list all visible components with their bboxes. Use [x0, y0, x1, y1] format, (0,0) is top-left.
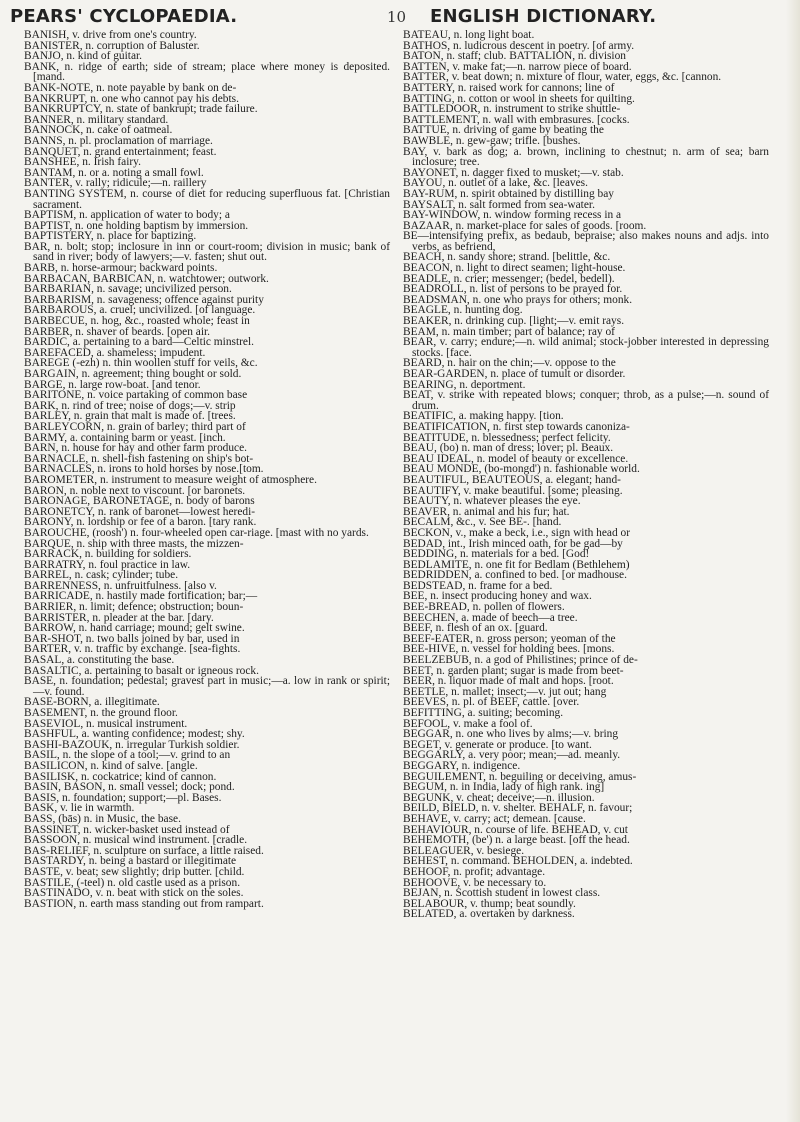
- dictionary-entry: BEADLE, n. crier; messenger; (bedel, bedell).: [403, 272, 615, 285]
- dictionary-entry: BASK, v. lie in warmth.: [24, 802, 135, 815]
- dictionary-entry: BARROW, n. hand carriage; mound; gelt swine.: [24, 622, 245, 635]
- dictionary-entry: BARN, n. house for hay and other farm produce.: [24, 442, 248, 455]
- dictionary-entry: BEET, n. garden plant; sugar is made from beet-: [403, 664, 624, 677]
- dictionary-entry: BAYOU, n. outlet of a lake, &c. [leaves.: [403, 177, 588, 190]
- dictionary-entry: BEDSTEAD, n. frame for a bed.: [403, 579, 553, 592]
- dictionary-entry: BAYONET, n. dagger fixed to musket;—v. stab.: [403, 166, 624, 179]
- dictionary-entry: BEFITTING, a. suiting; becoming.: [403, 707, 564, 719]
- dictionary-entry: BARMY, a. containing barm or yeast. [inch.: [24, 431, 226, 444]
- dictionary-entry: BARGE, n. large row-boat. [and tenor.: [24, 378, 201, 391]
- dictionary-entry: BANNER, n. military standard.: [24, 113, 169, 126]
- dictionary-entry: BEGUILEMENT, n. beguiling or deceiving, amus-: [403, 770, 637, 783]
- dictionary-entry: BARRICADE, n. hastily made fortification; bar;—: [24, 590, 258, 603]
- dictionary-entry: BEGGARY, n. indigence.: [403, 759, 521, 772]
- dictionary-entry: BEAU IDEAL, n. model of beauty or excellence.: [403, 452, 629, 465]
- dictionary-entry: BASILICON, n. kind of salve. [angle.: [24, 759, 198, 772]
- dictionary-entry: BASIN, BASON, n. small vessel; dock; pond.: [24, 781, 235, 794]
- dictionary-entry: BASE-BORN, a. illegitimate.: [24, 696, 160, 709]
- dictionary-entry: BATTEN, v. make fat;—n. narrow piece of board.: [403, 60, 632, 73]
- dictionary-entry: BANSHEE, n. Irish fairy.: [24, 156, 141, 169]
- dictionary-entry: BAS-RELIEF, n. sculpture on surface, a little raised.: [24, 844, 264, 857]
- dictionary-entry: BEHEST, n. command. BEHOLDEN, a. indebted.: [403, 855, 633, 868]
- dictionary-entry: BASILISK, n. cockatrice; kind of cannon.: [24, 770, 217, 783]
- dictionary-entry: BEE, n. insect producing honey and wax.: [403, 590, 592, 603]
- dictionary-entry: BASALTIC, a. pertaining to basalt or igneous rock.: [24, 664, 259, 677]
- dictionary-entry: BEECHEN, a. made of beech—a tree.: [403, 611, 578, 624]
- dictionary-entry: BATTERY, n. raised work for cannons; line of: [403, 81, 615, 94]
- dictionary-entry: BEETLE, n. mallet; insect;—v. jut out; hang: [403, 685, 607, 698]
- dictionary-entry: BASEVIOL, n. musical instrument.: [24, 717, 188, 730]
- dictionary-entry: BEEF, n. flesh of an ox. [guard.: [403, 622, 548, 635]
- dictionary-entry: BATTLEDOOR, n. instrument to strike shuttle-: [403, 103, 621, 116]
- dictionary-entry: BANKRUPT, n. one who cannot pay his debts.: [24, 92, 239, 105]
- dictionary-entry: BAREFACED, a. shameless; impudent.: [24, 346, 206, 359]
- dictionary-entry: BASSINET, n. wicker-basket used instead of: [24, 823, 230, 836]
- dictionary-entry: BEHAVIOUR, n. course of life. BEHEAD, v. cut: [403, 823, 628, 836]
- dictionary-entry: BASTINADO, v. n. beat with stick on the soles.: [24, 887, 244, 900]
- dictionary-entry: BEGGARLY, a. very poor; mean;—ad. meanly.: [403, 749, 621, 762]
- dictionary-entry: BEARD, n. hair on the chin;—v. oppose to the: [403, 357, 616, 370]
- dictionary-entry: BARBER, n. shaver of beards. [open air.: [24, 325, 211, 338]
- page-number: 10: [387, 8, 407, 26]
- dictionary-entry: BEDAD, int., Irish minced oath, for be gad—by: [403, 537, 623, 550]
- dictionary-entry: BASTILE, (-teel) n. old castle used as a prison.: [24, 876, 241, 889]
- dictionary-entry: BELATED, a. overtaken by darkness.: [403, 908, 575, 921]
- dictionary-entry: BECKON, v., make a beck, i.e., sign with head or: [403, 526, 631, 539]
- dictionary-entry: BEELZEBUB, n. a god of Philistines; prince of de-: [403, 654, 638, 667]
- dictionary-entry: BEGUM, n. in India, lady of high rank. ing]: [403, 781, 605, 794]
- page-edge-shadow: [786, 0, 800, 1122]
- dictionary-entry: BARGAIN, n. agreement; thing bought or sold.: [24, 368, 242, 380]
- dictionary-entry: BEER, n. liquor made of malt and hops. [root.: [403, 675, 614, 688]
- dictionary-entry: BEAUTIFUL, BEAUTEOUS, a. elegant; hand-: [403, 473, 621, 486]
- dictionary-entry: BAY-WINDOW, n. window forming recess in a: [403, 209, 622, 222]
- dictionary-entry: BASIS, n. foundation; support;—pl. Bases.: [24, 791, 222, 804]
- dictionary-entry: BEGUNK, v. cheat; deceive;—n. illusion.: [403, 791, 595, 804]
- dictionary-entry: BASIL, n. the slope of a tool;—v. grind to an: [24, 749, 231, 762]
- dictionary-entry: BASTE, v. beat; sew slightly; drip butter. [child.: [24, 865, 245, 878]
- dictionary-entry: BELABOUR, v. thump; beat soundly.: [403, 897, 576, 910]
- dictionary-entry: BAPTISTERY, n. place for baptizing.: [24, 230, 197, 243]
- dictionary-entry: BAY, v. bark as dog; a. brown, inclining to chestnut; n. arm of sea; barn inclosure; tree.: [403, 145, 769, 169]
- dictionary-entry: BANNOCK, n. cake of oatmeal.: [24, 124, 173, 137]
- dictionary-entry: BAROMETER, n. instrument to measure weight of atmosphere.: [24, 473, 317, 486]
- dictionary-entry: BARQUE, n. ship with three masts, the mizzen-: [24, 537, 244, 550]
- dictionary-entry: BEDRIDDEN, a. confined to bed. [or madhouse.: [403, 569, 627, 582]
- dictionary-entry: BEGET, v. generate or produce. [to want.: [403, 738, 592, 751]
- dictionary-entry: BARONY, n. lordship or fee of a baron. [tary rank.: [24, 516, 257, 529]
- dictionary-entry: BEARING, n. deportment.: [403, 378, 526, 391]
- dictionary-entry: BASE, n. foundation; pedestal; gravest part in music;—a. low in rank or spirit;—v. found.: [24, 675, 390, 698]
- dictionary-entry: BARBECUE, n. hog, &c., roasted whole; feast in: [24, 315, 250, 328]
- dictionary-entry: BANJO, n. kind of guitar.: [24, 50, 143, 63]
- dictionary-entry: BEAUTIFY, v. make beautiful. [some; pleasing.: [403, 484, 623, 497]
- dictionary-entry: BEATIFIC, a. making happy. [tion.: [403, 410, 564, 423]
- dictionary-entry: BARRIER, n. limit; defence; obstruction; boun-: [24, 601, 244, 614]
- dictionary-entry: BEADROLL, n. list of persons to be prayed for.: [403, 283, 623, 296]
- dictionary-entry: BEDLAMITE, n. one fit for Bedlam (Bethlehem): [403, 558, 630, 571]
- dictionary-entry: BEATITUDE, n. blessedness; perfect felicity.: [403, 431, 611, 444]
- dictionary-entry: BARLEY, n. grain that malt is made of. [trees.: [24, 410, 236, 423]
- dictionary-entry: BAPTISM, n. application of water to body; a: [24, 209, 230, 222]
- dictionary-entry: BARON, n. noble next to viscount. [or baronets.: [24, 484, 246, 497]
- dictionary-entry: BANTER, v. rally; ridicule;—n. raillery: [24, 177, 207, 190]
- dictionary-entry: BEAR, v. carry; endure;—n. wild animal; stock-jobber interested in depressing stocks. [face.: [403, 336, 769, 359]
- dictionary-entry: BANNS, n. pl. proclamation of marriage.: [24, 134, 213, 147]
- dictionary-entry: BASTION, n. earth mass standing out from rampart.: [24, 897, 264, 910]
- dictionary-entry: BEE-BREAD, n. pollen of flowers.: [403, 601, 565, 614]
- dictionary-entry: BEAGLE, n. hunting dog.: [403, 304, 523, 317]
- dictionary-entry: BASHFUL, a. wanting confidence; modest; shy.: [24, 728, 245, 741]
- dictionary-entry: BARDIC, a. pertaining to a bard—Celtic minstrel.: [24, 336, 254, 349]
- dictionary-entry: BEDDING, n. materials for a bed. [God!: [403, 548, 590, 561]
- dictionary-entry: BARB, n. horse-armour; backward points.: [24, 262, 218, 275]
- dictionary-entry: BEACON, n. light to direct seamen; light-house.: [403, 262, 626, 275]
- running-title-right: ENGLISH DICTIONARY.: [430, 6, 657, 27]
- dictionary-entry: BEEVES, n. pl. of BEEF, cattle. [over.: [403, 696, 580, 709]
- dictionary-entry: BAWBLE, n. gew-gaw; trifle. [bushes.: [403, 134, 581, 147]
- dictionary-entry: BANTING SYSTEM, n. course of diet for reducing superfluous fat. [Christian sacrament.: [24, 187, 390, 211]
- dictionary-entry: BASEMENT, n. the ground floor.: [24, 707, 178, 719]
- dictionary-entry: BARNACLE, n. shell-fish fastening on ship's bot-: [24, 452, 254, 465]
- dictionary-entry: BEHOOF, n. profit; advantage.: [403, 865, 546, 878]
- dictionary-entry: BATTING, n. cotton or wool in sheets for quilting.: [403, 92, 635, 105]
- dictionary-entry: BASTARDY, n. being a bastard or illegitimate: [24, 855, 237, 868]
- dictionary-entry: BECALM, &c., v. See BE-. [hand.: [403, 516, 562, 529]
- dictionary-entry: BARONETCY, n. rank of baronet—lowest heredi-: [24, 505, 256, 518]
- dictionary-entry: BARBAROUS, a. cruel; uncivilized. [of language.: [24, 304, 256, 317]
- dictionary-entry: BEATIFICATION, n. first step towards canoniza-: [403, 420, 630, 433]
- dictionary-entry: BASSOON, n. musical wind instrument. [cradle.: [24, 834, 248, 847]
- dictionary-entry: BEHAVE, v. carry; act; demean. [cause.: [403, 812, 586, 825]
- dictionary-entry: BAREGE (-ezh) n. thin woollen stuff for veils, &c.: [24, 357, 258, 370]
- dictionary-entry: BANISH, v. drive from one's country.: [24, 29, 197, 41]
- dictionary-entry: BATTLEMENT, n. wall with embrasures. [cocks.: [403, 113, 630, 126]
- dictionary-entry: BAROUCHE, (roosh') n. four-wheeled open car-riage. [mast with no yards.: [24, 526, 369, 539]
- dictionary-entry: BEE-HIVE, n. vessel for holding bees. [mons.: [403, 643, 615, 656]
- dictionary-entry: BANK, n. ridge of earth; side of stream; place where money is deposited. [mand.: [24, 60, 390, 84]
- dictionary-entry: BEILD, BIELD, n. v. shelter. BEHALF, n. favour;: [403, 802, 633, 815]
- dictionary-entry: BANK-NOTE, n. note payable by bank on de-: [24, 81, 237, 94]
- dictionary-entry: BEAM, n. main timber; part of balance; ray of: [403, 325, 615, 338]
- dictionary-entry: BANISTER, n. corruption of Baluster.: [24, 39, 200, 52]
- dictionary-entry: BARRENNESS, n. unfruitfulness. [also v.: [24, 579, 217, 592]
- dictionary-entry: BAYSALT, n. salt formed from sea-water.: [403, 198, 595, 211]
- dictionary-entry: BASHI-BAZOUK, n. irregular Turkish soldier.: [24, 738, 240, 751]
- dictionary-entry: BASAL, a. constituting the base.: [24, 654, 175, 667]
- dictionary-entry: BEFOOL, v. make a fool of.: [403, 717, 533, 730]
- dictionary-entry: BEHOOVE, v. be necessary to.: [403, 876, 547, 889]
- dictionary-entry: BE—intensifying prefix, as bedaub, bepraise; also makes nouns and adjs. into verbs, as befriend,: [403, 230, 769, 253]
- dictionary-entry: BEEF-EATER, n. gross person; yeoman of the: [403, 632, 616, 645]
- dictionary-entry: BARBARIAN, n. savage; uncivilized person.: [24, 283, 232, 296]
- dictionary-entry: BEJAN, n. Scottish student in lowest class.: [403, 887, 601, 900]
- dictionary-entry: BARRATRY, n. foul practice in law.: [24, 558, 191, 571]
- dictionary-entry: BASS, (bās) n. in Music, the base.: [24, 812, 181, 825]
- dictionary-entry: BARONAGE, BARONETAGE, n. body of barons: [24, 495, 255, 508]
- dictionary-entry: BEHEMOTH, (be') n. a large beast. [off the head.: [403, 834, 630, 847]
- dictionary-entry: BARNACLES, n. irons to hold horses by nose.[tom.: [24, 463, 264, 476]
- dictionary-entry: BARREL, n. cask; cylinder; tube.: [24, 569, 179, 582]
- dictionary-entry: BAPTIST, n. one holding baptism by immersion.: [24, 219, 249, 232]
- dictionary-entry: BANKRUPTCY, n. state of bankrupt; trade failure.: [24, 103, 258, 116]
- dictionary-entry: BARRACK, n. building for soldiers.: [24, 548, 192, 561]
- dictionary-entry: BAR, n. bolt; stop; inclosure in inn or court-room; division in music; bank of sand in river; body of lawyers;—v. fasten; shut out.: [24, 240, 390, 264]
- dictionary-entry: BEADSMAN, n. one who prays for others; monk.: [403, 293, 633, 306]
- dictionary-entry: BELEAGUER, v. besiege.: [403, 844, 525, 857]
- dictionary-entry: BARITONE, n. voice partaking of common base: [24, 389, 248, 402]
- dictionary-entry: BEAU MONDE, (bo-mongd') n. fashionable world.: [403, 463, 640, 476]
- dictionary-entry: BAZAAR, n. market-place for sales of goods. [room.: [403, 219, 647, 232]
- dictionary-entry: BARTER, v. n. traffic by exchange. [sea-fights.: [24, 643, 241, 656]
- dictionary-entry: BATEAU, n. long light boat.: [403, 29, 535, 41]
- dictionary-entry: BATON, n. staff; club. BATTALION, n. division: [403, 50, 626, 63]
- dictionary-entry: BATTUE, n. driving of game by beating the: [403, 124, 604, 137]
- dictionary-entry: BEAKER, n. drinking cup. [light;—v. emit rays.: [403, 315, 625, 328]
- right-column: [403, 30, 769, 920]
- dictionary-entry: BARRISTER, n. pleader at the bar. [dary.: [24, 611, 214, 624]
- dictionary-entry: BARBACAN, BARBICAN, n. watchtower; outwork.: [24, 272, 269, 285]
- running-title-left: PEARS' CYCLOPAEDIA.: [10, 6, 238, 27]
- dictionary-entry: BATTER, v. beat down; n. mixture of flour, water, eggs, &c. [cannon.: [403, 71, 722, 84]
- dictionary-entry: BANTAM, n. or a. noting a small fowl.: [24, 166, 204, 179]
- dictionary-entry: BATHOS, n. ludicrous descent in poetry. [of army.: [403, 39, 635, 52]
- dictionary-entry: BEGGAR, n. one who lives by alms;—v. bring: [403, 728, 619, 741]
- dictionary-entry: BEAR-GARDEN, n. place of tumult or disorder.: [403, 368, 626, 380]
- dictionary-entry: BEAVER, n. animal and his fur; hat.: [403, 505, 570, 518]
- dictionary-entry: BARLEYCORN, n. grain of barley; third part of: [24, 420, 246, 433]
- dictionary-entry: BARK, n. rind of tree; noise of dogs;—v. strip: [24, 399, 236, 412]
- dictionary-entry: BARBARISM, n. savageness; offence against purity: [24, 293, 264, 306]
- dictionary-entry: BEAU, (bo) n. man of dress; lover; pl. Beaux.: [403, 442, 614, 455]
- dictionary-entry: BAY-RUM, n. spirit obtained by distilling bay: [403, 187, 614, 200]
- dictionary-entry: BEAUTY, n. whatever pleases the eye.: [403, 495, 581, 508]
- dictionary-entry: BAR-SHOT, n. two balls joined by bar, used in: [24, 632, 240, 645]
- dictionary-entry: BEAT, v. strike with repeated blows; conquer; throb, as a pulse;—n. sound of drum.: [403, 389, 769, 412]
- left-column: [24, 30, 390, 909]
- dictionary-entry: BANQUET, n. grand entertainment; feast.: [24, 145, 217, 158]
- dictionary-entry: BEACH, n. sandy shore; strand. [belittle, &c.: [403, 251, 611, 264]
